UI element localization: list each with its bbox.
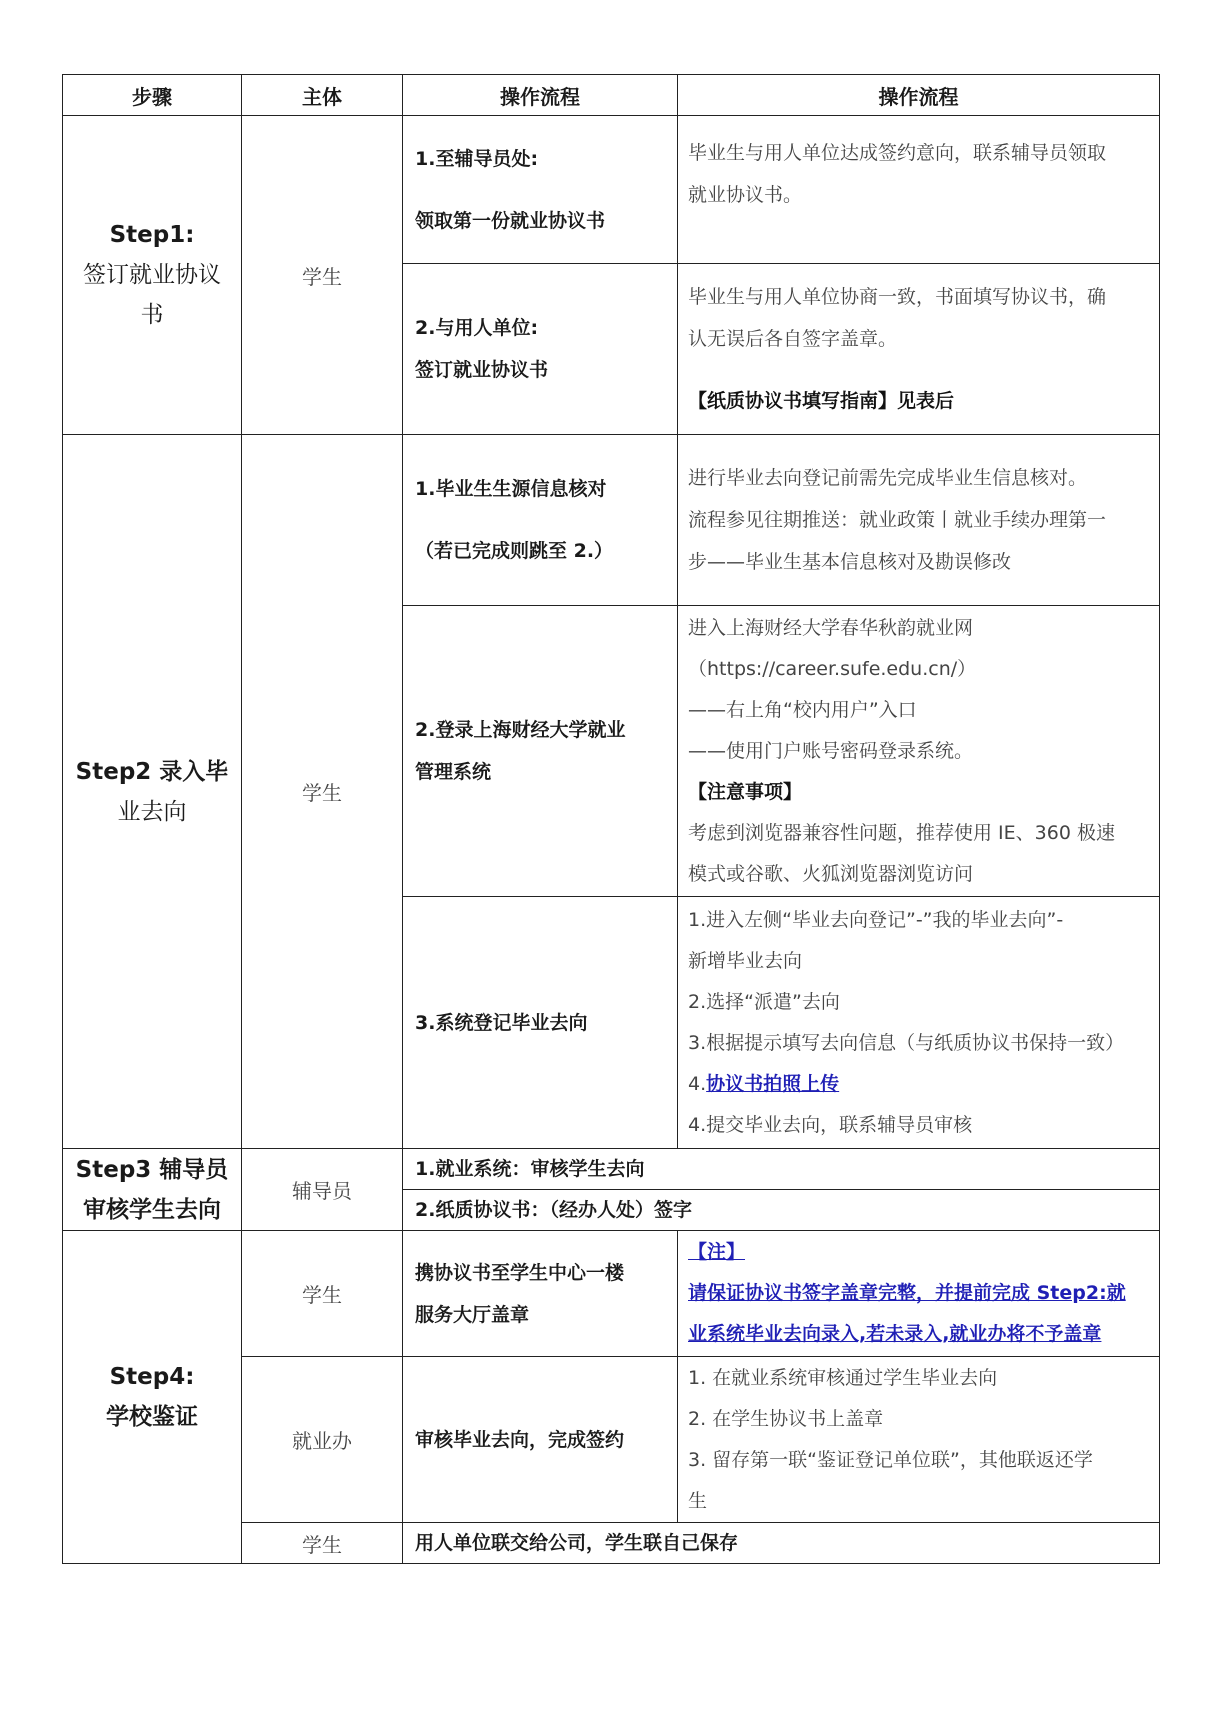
step3-op-1: 1.就业系统：审核学生去向: [403, 1149, 1160, 1190]
table-row: [63, 1231, 1160, 1357]
step4-op-3: 用人单位联交给公司，学生联自己保存: [403, 1523, 1160, 1564]
step2-detail-2: 进入上海财经大学春华秋韵就业网 （https://career.sufe.edu.cn/） ——右上角“校内用户”入口 ——使用门户账号密码登录系统。 【注意事项】 考虑到浏览器兼容性问题，推荐使用 IE、360 极速 模式或谷歌、火狐浏览器浏览访问: [678, 606, 1160, 897]
step2-detail-3: 1.进入左侧“毕业去向登记”-”我的毕业去向”- 新增毕业去向 2.选择“派遣”去向 3.根据提示填写去向信息（与纸质协议书保持一致） 4.协议书拍照上传 4.提交毕业去向，联系辅导员审核: [678, 897, 1160, 1149]
step3-subject: 辅导员: [242, 1149, 403, 1231]
header-process: 操作流程: [403, 75, 678, 116]
step4-op-1: 携协议书至学生中心一楼 服务大厅盖章: [403, 1231, 678, 1357]
step1-op-2: 2.与用人单位: 签订就业协议书: [403, 264, 678, 435]
paper-guide-note: 【纸质协议书填写指南】见表后: [688, 390, 955, 412]
step4-op-2: 审核毕业去向，完成签约: [403, 1357, 678, 1523]
upload-agreement-photo-link[interactable]: 协议书拍照上传: [706, 1072, 840, 1095]
header-step: 步骤: [63, 75, 242, 116]
table-row: [63, 116, 1160, 264]
step3-op-2: 2.纸质协议书：（经办人处）签字: [403, 1190, 1160, 1231]
procedure-table: [62, 74, 1160, 1564]
step2-op-2: 2.登录上海财经大学就业 管理系统: [403, 606, 678, 897]
note-title: 【注】: [688, 1241, 746, 1263]
step1-label: Step1: 签订就业协议 书: [63, 116, 242, 435]
step2-subject: 学生: [242, 435, 403, 1149]
step2-label: Step2 录入毕 业去向: [63, 435, 242, 1149]
header-row: [63, 75, 1160, 116]
step1-detail-1: 毕业生与用人单位达成签约意向，联系辅导员领取 就业协议书。: [678, 116, 1160, 264]
header-process-detail: 操作流程: [678, 75, 1160, 116]
table-row: [63, 435, 1160, 606]
header-subject: 主体: [242, 75, 403, 116]
step3-label: Step3 辅导员 审核学生去向: [63, 1149, 242, 1231]
step4-detail-2: 1. 在就业系统审核通过学生毕业去向 2. 在学生协议书上盖章 3. 留存第一联“鉴证登记单位联”，其他联返还学 生: [678, 1357, 1160, 1523]
step4-note: 【注】 请保证协议书签字盖章完整，并提前完成 Step2:就 业系统毕业去向录入,若未录入,就业办将不予盖章: [678, 1231, 1160, 1357]
attention-note: 【注意事项】: [688, 780, 803, 803]
career-site-url: （https://career.sufe.edu.cn/）: [688, 657, 977, 680]
step2-op-1: 1.毕业生生源信息核对 （若已完成则跳至 2.）: [403, 435, 678, 606]
step4-label: Step4: 学校鉴证: [63, 1231, 242, 1564]
step4-subject-2: 就业办: [242, 1357, 403, 1523]
step2-op-3: 3.系统登记毕业去向: [403, 897, 678, 1149]
step1-detail-2: 毕业生与用人单位协商一致，书面填写协议书，确 认无误后各自签字盖章。 【纸质协议书填写指南】见表后: [678, 264, 1160, 435]
step1-subject: 学生: [242, 116, 403, 435]
step4-subject-1: 学生: [242, 1231, 403, 1357]
step1-op-1: 1.至辅导员处: 领取第一份就业协议书: [403, 116, 678, 264]
table-row: [63, 1149, 1160, 1190]
step4-subject-3: 学生: [242, 1523, 403, 1564]
step2-detail-1: 进行毕业去向登记前需先完成毕业生信息核对。 流程参见往期推送：就业政策丨就业手续办理第一 步——毕业生基本信息核对及勘误修改: [678, 435, 1160, 606]
